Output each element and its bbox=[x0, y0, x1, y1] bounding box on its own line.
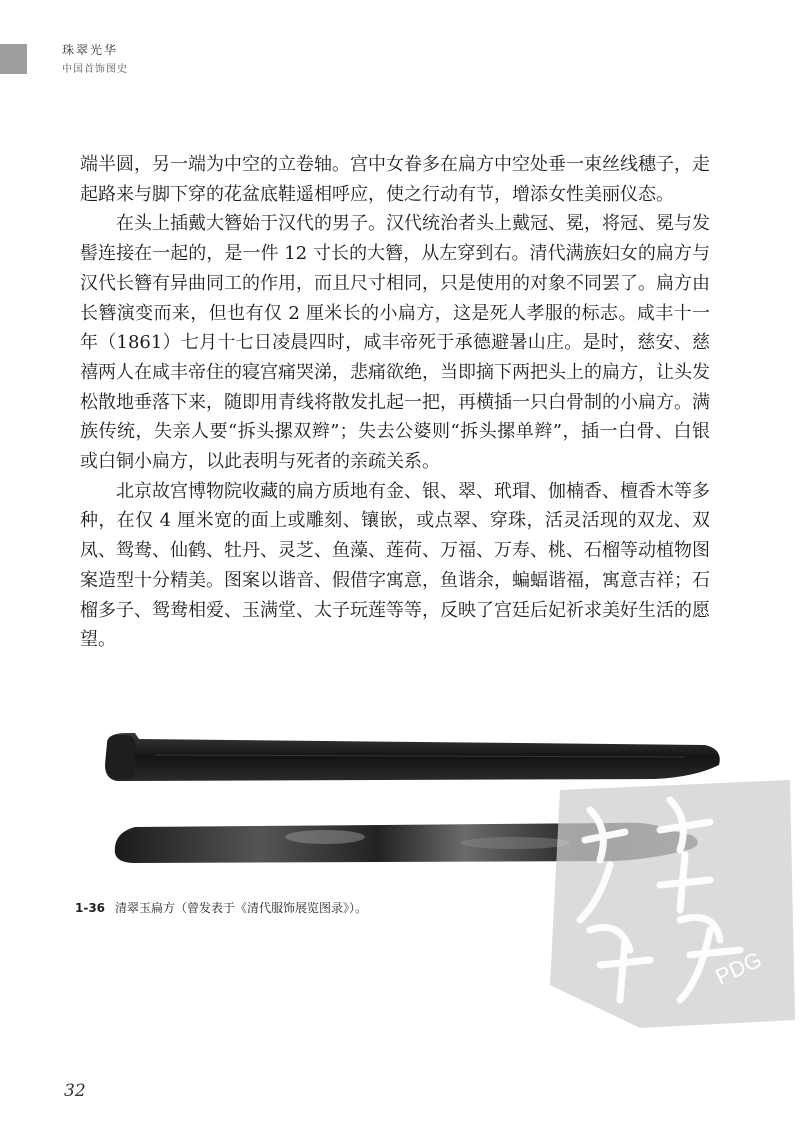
running-header-title: 珠翠光华 bbox=[62, 43, 119, 57]
figure-number: 1-36 bbox=[75, 901, 106, 915]
seal-stamp-icon bbox=[530, 770, 800, 1030]
figure-caption-text: 清翠玉扁方（曾发表于《清代服饰展览图录》）。 bbox=[115, 901, 368, 915]
header-tab-marker bbox=[0, 44, 27, 74]
paragraph-3: 北京故宫博物院收藏的扁方质地有金、银、翠、玳瑁、伽楠香、檀香木等多种，在仅 4 厘米宽的面上或雕刻、镶嵌，或点翠、穿珠，活灵活现的双龙、双凤、鸳鸯、仙鹤、牡丹、灵芝、鱼藻、莲荷、万福、万寿、桃、石榴等动植物图案造型十分精美。图案以谐音、假借字寓意，鱼谐余，蝙蝠谐福，寓意吉祥；石榴多子、鸳鸯相爱、玉满堂、太子玩莲等等，反映了宫廷后妃祈求美好生活的愿望。 bbox=[80, 480, 710, 651]
library-seal-watermark bbox=[530, 770, 800, 1030]
body-text bbox=[80, 150, 710, 655]
figure-caption bbox=[75, 899, 367, 916]
seal-mark-text: PDG bbox=[711, 946, 766, 990]
page-number: 32 bbox=[64, 1081, 86, 1101]
paragraph-2: 在头上插戴大簪始于汉代的男子。汉代统治者头上戴冠、冕，将冠、冕与发髻连接在一起的，是一件 12 寸长的大簪，从左穿到右。清代满族妇女的扁方与汉代长簪有异曲同工的作用，而且尺寸相同，只是使用的对象不同罢了。扁方由长簪演变而来，但也有仅 2 厘米长的小扁方，这是死人孝服的标志。咸丰十一年（1861）七月十七日凌晨四时，咸丰帝死于承德避暑山庄。是时，慈安、慈禧两人在咸丰帝住的寝宫痛哭涕，悲痛欲绝，当即摘下两把头上的扁方，让头发松散地垂落下来，随即用青线将散发扎起一把，再横插一只白骨制的小扁方。满族传统，失亲人要“拆头摞双辫”；失去公婆则“拆头摞单辫”，插一白骨、白银或白铜小扁方，以此表明与死者的亲疏关系。 bbox=[80, 213, 710, 473]
paragraph-1: 端半圆，另一端为中空的立卷轴。宫中女眷多在扁方中空处垂一束丝线穗子，走起路来与脚下穿的花盆底鞋遥相呼应，使之行动有节，增添女性美丽仪态。 bbox=[80, 154, 710, 205]
running-header-subtitle: 中国首饰图史 bbox=[62, 64, 128, 75]
